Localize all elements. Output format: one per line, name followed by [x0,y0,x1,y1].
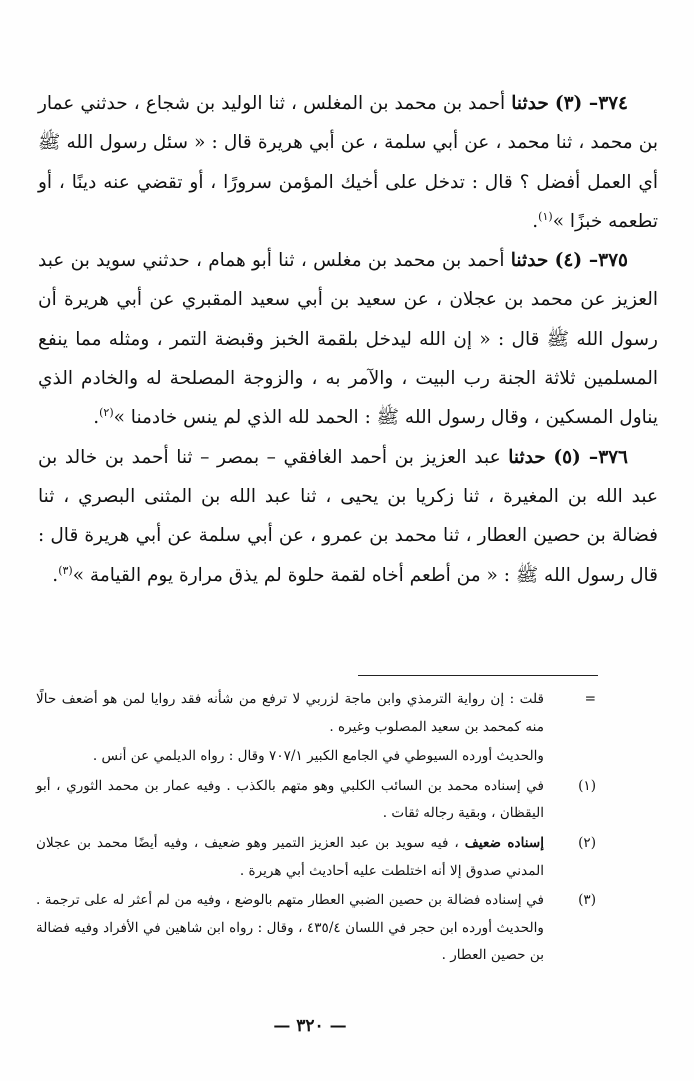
hadith-376 [38,438,658,595]
page-number: — ٣٢٠ — [273,1016,347,1036]
footnote-1 [36,773,596,828]
footnote-text: قلت : إن رواية الترمذي وابن ماجة لزربي لا ترفع من شأنه فقد روايا لمن هو أضعف حالًا منه كمحمد بن سعيد المصلوب وغيره . [36,691,544,735]
footnote-text: ، فيه سويد بن عبد العزيز التمير وهو ضعيف ، وفيه أيضًا محمد بن عجلان المدني صدوق إلا أنه اختلطت عليه أحاديث أبي هريرة . [36,834,544,879]
footnote-continuation-2 [36,743,596,771]
footnote-ref: (٣) [58,563,73,577]
hadith-number: ٣٧٦– (٥) [553,446,628,468]
footnote-divider [358,675,598,676]
footnote-2 [36,830,596,885]
footnote-mark: (٢) [578,834,596,851]
footnote-bold: إسناده ضعيف [464,834,544,851]
footnote-continuation [36,686,596,741]
footnote-mark: (١) [578,777,596,794]
hadith-number: ٣٧٤– (٣) [554,93,628,114]
footnote-text: في إسناده فضالة بن حصين الضبي العطار متهم بالوضع ، وفيه من لم أعثر له على ترجمة . والحديث أورده ابن حجر في اللسان ٤٣٥/٤ ، وقال : رواه ابن شاهين في الأفراد وفيه فضالة بن حصين العطار . [36,892,544,964]
footnote-text: في إسناده محمد بن السائب الكلبي وهو متهم بالكذب . وفيه عمار بن محمد الثوري ، أبو اليقظان ، وبقية رجاله ثقات . [36,777,544,822]
hadith-375 [38,241,658,437]
main-text [38,84,658,595]
hadith-374 [38,84,658,241]
hadith-lead: حدثنا [510,250,549,272]
footnote-mark: (٣) [578,892,596,909]
footnote-ref: (١) [538,209,553,223]
footnotes [36,686,596,972]
hadith-end: . [52,564,59,586]
hadith-number: ٣٧٥– (٤) [554,250,628,272]
footnote-ref: (٢) [99,406,114,420]
hadith-end: . [93,407,100,429]
footnote-text: والحديث أورده السيوطي في الجامع الكبير ٧٠٧/١ وقال : رواه الديلمي عن أنس . [92,748,544,765]
hadith-lead: حدثنا [511,93,549,114]
hadith-text: أحمد بن محمد بن مغلس ، ثنا أبو همام ، حدثني سويد بن عبد العزيز عن محمد بن عجلان ، عن سعيد بن أبي سعيد المقبري عن أبي هريرة أن رسول الله ﷺ قال : « إن الله ليدخل بلقمة الخبز وقبضة التمر ، ومثله مما ينفع المسلمين ثلاثة الجنة رب البيت ، والآمر به ، والزوجة المصلحة له والخادم الذي يناول المسكين ، وقال رسول الله ﷺ : الحمد لله الذي لم ينس خادمنا » [38,250,658,429]
continuation-mark: = [584,691,596,707]
hadith-lead: حدثنا [508,446,546,468]
hadith-text: أحمد بن محمد بن المغلس ، ثنا الوليد بن شجاع ، حدثني عمار بن محمد ، ثنا محمد ، عن أبي سلمة ، عن أبي هريرة قال : « سئل رسول الله ﷺ أي العمل أفضل ؟ قال : تدخل على أخيك المؤمن سرورًا ، أو تقضي عنه دينًا ، أو تطعمه خبزًا » [38,93,658,232]
hadith-text: عبد العزيز بن أحمد الغافقي – بمصر – ثنا أحمد بن خالد بن عبد الله بن المغيرة ، ثنا زكريا بن يحيى ، ثنا عبد الله بن المثنى البصري ، ثنا فضالة بن حصين العطار ، ثنا محمد بن عمرو ، عن أبي سلمة عن أبي هريرة قال : قال رسول الله ﷺ : « من أطعم أخاه لقمة حلوة لم يذق مرارة يوم القيامة » [38,446,658,586]
hadith-end: . [532,210,539,232]
footnote-3 [36,887,596,970]
